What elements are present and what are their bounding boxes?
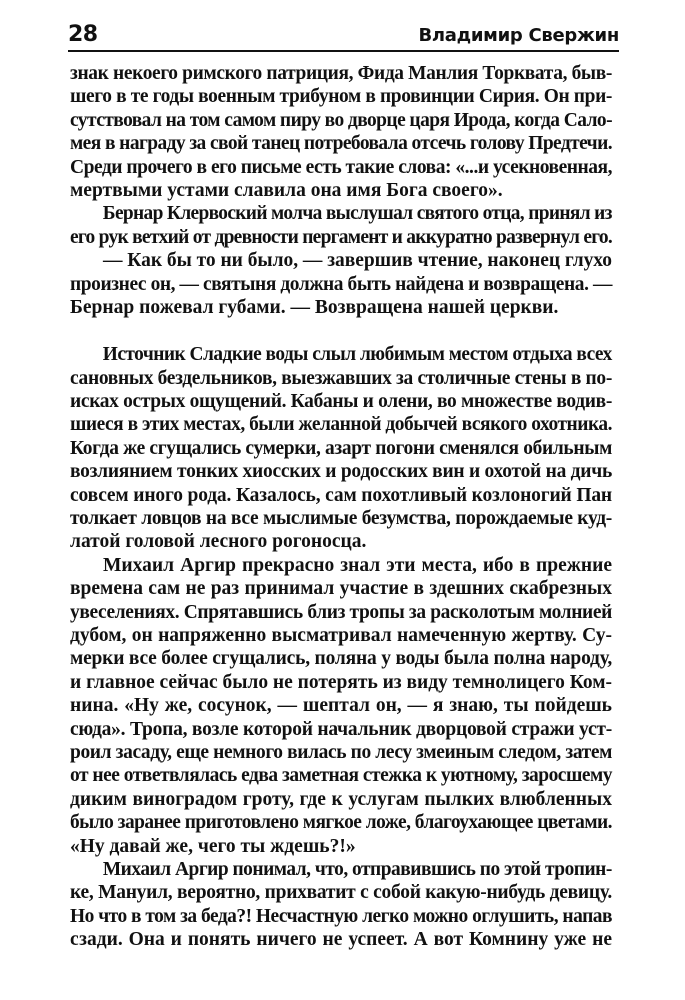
- text-line: сутствовал на том самом пиру во дворце царя Ирода, когда Сало-: [70, 109, 612, 131]
- text-line: возлиянием тонких хиосских и родосских вин и охотой на дичь: [70, 461, 612, 483]
- text-line: увеселениях. Спрятавшись близ тропы за расколотым молнией: [70, 601, 612, 623]
- text-line: шего в те годы военным трибуном в провинции Сирия. Он при-: [70, 86, 612, 108]
- text-line: мея в награду за свой танец потребовала отсечь голову Предтечи.: [70, 133, 612, 155]
- paragraph-first-line: Бернар Клервоский молча выслушал святого отца, принял из: [102, 203, 612, 225]
- header-rule: [68, 50, 619, 52]
- text-line: Но что в том за беда?! Несчастную легко можно оглушить, напав: [70, 905, 612, 927]
- text-line: мертвыми устами славила она имя Бога своего».: [70, 179, 503, 201]
- text-line: времена сам не раз принимал участие в здешних скабрезных: [70, 578, 612, 600]
- text-line: его рук ветхий от древности пергамент и аккуратно развернул его.: [70, 226, 612, 248]
- text-line: дубом, он напряженно высматривал намеченную жертву. Су-: [70, 624, 612, 646]
- text-line: было заранее приготовлено мягкое ложе, благоухающее цветами.: [70, 812, 612, 834]
- running-header: [68, 22, 619, 48]
- text-line: сюда». Тропа, возле которой начальник дворцовой стражи уст-: [70, 718, 612, 740]
- body-text: [70, 62, 612, 951]
- paragraph-first-line: Источник Сладкие воды слыл любимым местом отдыха всех: [102, 344, 612, 366]
- text-line: толкает ловцов на все мыслимые безумства, порождаемые куд-: [70, 508, 612, 530]
- text-line: роил засаду, еще немного вилась по лесу змеиным следом, затем: [70, 741, 612, 763]
- paragraph-first-line: Михаил Аргир понимал, что, отправившись по этой тропин-: [102, 858, 612, 880]
- text-line: сановных бездельников, выезжавших за столичные стены в по-: [70, 367, 612, 389]
- text-line: мерки все более сгущались, поляна у воды была полна народу,: [70, 648, 612, 670]
- text-line: от нее ответвлялась едва заметная стежка к уютному, заросшему: [70, 765, 612, 787]
- text-line: шиеся в этих местах, были желанной добычей всякого охотника.: [70, 414, 612, 436]
- paragraph-first-line: Михаил Аргир прекрасно знал эти места, ибо в прежние: [103, 554, 612, 576]
- text-line: ке, Мануил, вероятно, прихватит с собой какую-нибудь девицу.: [70, 882, 612, 904]
- text-line: Среди прочего в его письме есть такие слова: «...и усекновенная,: [70, 156, 612, 178]
- text-line: исках острых ощущений. Кабаны и олени, во множестве водив-: [70, 391, 612, 413]
- text-line: диким виноградом гроту, где к услугам пылких влюбленных: [70, 788, 612, 810]
- text-line: совсем иного рода. Казалось, сам похотливый козлоногий Пан: [70, 484, 612, 506]
- text-line: сзади. Она и понять ничего не успеет. А вот Комнину уже не: [70, 929, 612, 951]
- text-line: и главное сейчас было не потерять из виду темнолицего Ком-: [70, 671, 612, 693]
- running-title: Владимир Свержин: [418, 25, 619, 46]
- text-line: нина. «Ну же, сосунок, — шептал он, — я знаю, ты пойдешь: [70, 695, 612, 717]
- text-line: «Ну давай же, чего ты ждешь?!»: [70, 835, 356, 857]
- text-line: латой головой лесного рогоносца.: [70, 531, 367, 553]
- text-line: произнес он, — святыня должна быть найдена и возвращена. —: [70, 273, 612, 295]
- page-number: 28: [68, 22, 98, 47]
- text-line: знак некоего римского патриция, Фида Манлия Торквата, быв-: [70, 63, 612, 84]
- section-break: [70, 319, 612, 343]
- text-line: Бернар пожевал губами. — Возвращена нашей церкви.: [70, 296, 559, 318]
- paragraph-first-line: — Как бы то ни было, — завершив чтение, наконец глухо: [102, 250, 612, 272]
- text-line: Когда же сгущались сумерки, азарт погони сменялся обильным: [70, 437, 612, 459]
